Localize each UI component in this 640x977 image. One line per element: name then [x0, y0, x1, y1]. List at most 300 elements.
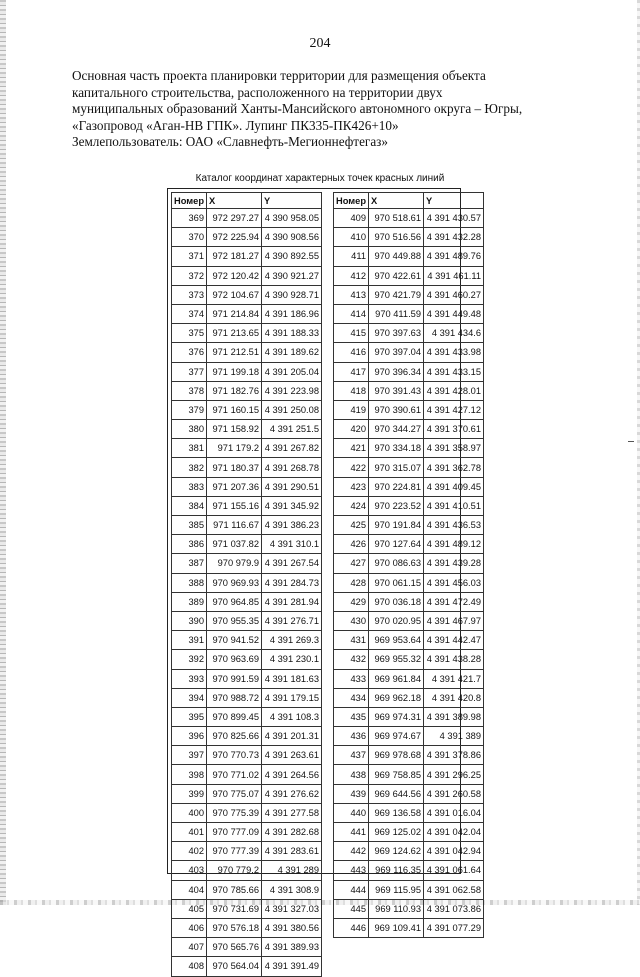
point-number: 444: [334, 880, 369, 899]
point-number: 432: [334, 650, 369, 669]
coord-y: 4 391 042.04: [424, 823, 484, 842]
coord-x: 970 777.39: [207, 842, 262, 861]
table-row: [172, 266, 322, 285]
coord-y: 4 391 281.94: [262, 592, 322, 611]
header-number: Номер: [334, 193, 369, 209]
point-number: 424: [334, 496, 369, 515]
table-row: [334, 285, 484, 304]
coord-y: 4 391 061.64: [424, 861, 484, 880]
table-row: [172, 496, 322, 515]
header-number: Номер: [172, 193, 207, 209]
header-y: Y: [262, 193, 322, 209]
coord-x: 972 297.27: [207, 209, 262, 228]
coord-y: 4 390 892.55: [262, 247, 322, 266]
point-number: 446: [334, 918, 369, 937]
coord-x: 972 104.67: [207, 285, 262, 304]
coord-y: 4 391 433.15: [424, 362, 484, 381]
table-row: [334, 496, 484, 515]
coord-y: 4 391 042.94: [424, 842, 484, 861]
coord-y: 4 391 277.58: [262, 803, 322, 822]
table-row: [172, 381, 322, 400]
table-row: [172, 400, 322, 419]
point-number: 397: [172, 746, 207, 765]
point-number: 389: [172, 592, 207, 611]
point-number: 445: [334, 899, 369, 918]
coord-x: 969 962.18: [369, 688, 424, 707]
point-number: 391: [172, 631, 207, 650]
coord-y: 4 391 410.51: [424, 496, 484, 515]
coord-x: 970 785.66: [207, 880, 262, 899]
coord-y: 4 391 489.12: [424, 535, 484, 554]
table-body-right: [334, 209, 484, 938]
coord-y: 4 391 362.78: [424, 458, 484, 477]
coord-x: 970 516.56: [369, 228, 424, 247]
table-row: [334, 631, 484, 650]
table-row: [172, 247, 322, 266]
table-row: [172, 842, 322, 861]
table-row: [172, 362, 322, 381]
coord-x: 970 777.09: [207, 823, 262, 842]
table-row: [334, 861, 484, 880]
coord-x: 970 518.61: [369, 209, 424, 228]
coord-y: 4 391 223.98: [262, 381, 322, 400]
table-row: [172, 727, 322, 746]
table-row: [172, 707, 322, 726]
table-row: [334, 304, 484, 323]
header-line: «Газопровод «Аган-НВ ГПК». Лупинг ПК335-ПК426+10»: [72, 117, 399, 133]
point-number: 418: [334, 381, 369, 400]
point-number: 420: [334, 420, 369, 439]
point-number: 421: [334, 439, 369, 458]
point-number: 374: [172, 304, 207, 323]
coord-x: 971 116.67: [207, 516, 262, 535]
coord-x: 970 191.84: [369, 516, 424, 535]
coord-y: 4 391 268.78: [262, 458, 322, 477]
point-number: 413: [334, 285, 369, 304]
coord-x: 970 964.85: [207, 592, 262, 611]
coord-x: 970 576.18: [207, 918, 262, 937]
coord-y: 4 391 016.04: [424, 803, 484, 822]
point-number: 409: [334, 209, 369, 228]
header-line: муниципальных образований Ханты-Мансийского автономного округа – Югры,: [72, 101, 523, 117]
table-row: [172, 899, 322, 918]
coord-x: 970 061.15: [369, 573, 424, 592]
point-number: 443: [334, 861, 369, 880]
coord-x: 970 223.52: [369, 496, 424, 515]
coord-y: 4 391 461.11: [424, 266, 484, 285]
table-row: [172, 669, 322, 688]
table-row: [172, 592, 322, 611]
coord-x: 970 411.59: [369, 304, 424, 323]
page-number: 204: [309, 36, 331, 51]
coord-x: 970 127.64: [369, 535, 424, 554]
coord-x: 970 397.63: [369, 324, 424, 343]
table-row: [172, 458, 322, 477]
header-line: Основная часть проекта планировки территории для размещения объекта: [72, 68, 486, 83]
coord-y: 4 391 283.61: [262, 842, 322, 861]
point-number: 386: [172, 535, 207, 554]
coord-y: 4 390 928.71: [262, 285, 322, 304]
coord-y: 4 391 269.3: [262, 631, 322, 650]
coord-x: 970 771.02: [207, 765, 262, 784]
coord-y: 4 391 276.71: [262, 611, 322, 630]
table-row: [334, 784, 484, 803]
table-row: [334, 381, 484, 400]
point-number: 394: [172, 688, 207, 707]
coord-y: 4 391 205.04: [262, 362, 322, 381]
coord-y: 4 391 181.63: [262, 669, 322, 688]
point-number: 403: [172, 861, 207, 880]
table-row: [334, 554, 484, 573]
table-row: [334, 477, 484, 496]
table-row: [172, 784, 322, 803]
table-row: [172, 343, 322, 362]
point-number: 396: [172, 727, 207, 746]
coord-y: 4 391 267.82: [262, 439, 322, 458]
coord-x: 971 212.51: [207, 343, 262, 362]
coord-x: 970 979.9: [207, 554, 262, 573]
coord-y: 4 391 438.28: [424, 650, 484, 669]
point-number: 426: [334, 535, 369, 554]
point-number: 393: [172, 669, 207, 688]
coord-x: 971 214.84: [207, 304, 262, 323]
coord-x: 969 136.58: [369, 803, 424, 822]
coord-x: 971 199.18: [207, 362, 262, 381]
coord-x: 969 124.62: [369, 842, 424, 861]
coord-y: 4 391 250.08: [262, 400, 322, 419]
table-row: [334, 209, 484, 228]
coord-y: 4 391 108.3: [262, 707, 322, 726]
header-x: X: [207, 193, 262, 209]
coord-x: 970 344.27: [369, 420, 424, 439]
coord-y: 4 391 389: [424, 727, 484, 746]
table-row: [172, 650, 322, 669]
point-number: 436: [334, 727, 369, 746]
point-number: 371: [172, 247, 207, 266]
table-row: [172, 938, 322, 957]
table-row: [172, 304, 322, 323]
table-row: [334, 669, 484, 688]
point-number: 412: [334, 266, 369, 285]
coord-x: 972 120.42: [207, 266, 262, 285]
table-row: [334, 765, 484, 784]
table-row: [334, 592, 484, 611]
point-number: 410: [334, 228, 369, 247]
coord-y: 4 391 251.5: [262, 420, 322, 439]
coord-y: 4 391 310.1: [262, 535, 322, 554]
point-number: 373: [172, 285, 207, 304]
table-row: [334, 400, 484, 419]
coord-x: 970 955.35: [207, 611, 262, 630]
coord-y: 4 391 460.27: [424, 285, 484, 304]
point-number: 431: [334, 631, 369, 650]
point-number: 416: [334, 343, 369, 362]
coord-y: 4 391 260.58: [424, 784, 484, 803]
coord-x: 971 160.15: [207, 400, 262, 419]
coord-y: 4 391 358.97: [424, 439, 484, 458]
point-number: 428: [334, 573, 369, 592]
table-row: [172, 631, 322, 650]
coord-x: 969 758.85: [369, 765, 424, 784]
coordinates-table-left: [171, 192, 322, 977]
point-number: 392: [172, 650, 207, 669]
margin-mark: [628, 441, 634, 442]
point-number: 401: [172, 823, 207, 842]
coord-x: 970 565.76: [207, 938, 262, 957]
table-row: [334, 899, 484, 918]
point-number: 429: [334, 592, 369, 611]
coord-y: 4 391 436.53: [424, 516, 484, 535]
coord-y: 4 391 433.98: [424, 343, 484, 362]
coord-x: 969 955.32: [369, 650, 424, 669]
coord-x: 970 825.66: [207, 727, 262, 746]
point-number: 402: [172, 842, 207, 861]
coord-y: 4 391 449.48: [424, 304, 484, 323]
coord-x: 970 421.79: [369, 285, 424, 304]
coord-y: 4 391 386.23: [262, 516, 322, 535]
table-row: [334, 918, 484, 937]
scan-edge-left: [0, 0, 6, 905]
coord-x: 971 037.82: [207, 535, 262, 554]
coord-x: 970 315.07: [369, 458, 424, 477]
coord-y: 4 391 327.03: [262, 899, 322, 918]
coord-y: 4 391 421.7: [424, 669, 484, 688]
coord-x: 970 775.07: [207, 784, 262, 803]
coord-y: 4 391 073.86: [424, 899, 484, 918]
point-number: 372: [172, 266, 207, 285]
point-number: 380: [172, 420, 207, 439]
point-number: 411: [334, 247, 369, 266]
coord-y: 4 391 267.54: [262, 554, 322, 573]
coord-y: 4 391 284.73: [262, 573, 322, 592]
point-number: 383: [172, 477, 207, 496]
table-row: [172, 228, 322, 247]
coord-x: 970 224.81: [369, 477, 424, 496]
table-row: [334, 516, 484, 535]
point-number: 399: [172, 784, 207, 803]
table-row: [334, 746, 484, 765]
table-row: [172, 823, 322, 842]
coord-x: 971 182.76: [207, 381, 262, 400]
point-number: 385: [172, 516, 207, 535]
coord-y: 4 391 389.98: [424, 707, 484, 726]
table-row: [172, 285, 322, 304]
table-row: [334, 842, 484, 861]
header-y: Y: [424, 193, 484, 209]
coord-x: 970 036.18: [369, 592, 424, 611]
coord-x: 970 397.04: [369, 343, 424, 362]
coord-x: 971 155.16: [207, 496, 262, 515]
table-row: [172, 516, 322, 535]
point-number: 405: [172, 899, 207, 918]
coord-x: 970 988.72: [207, 688, 262, 707]
table-row: [334, 228, 484, 247]
coord-y: 4 391 201.31: [262, 727, 322, 746]
coord-y: 4 391 391.49: [262, 957, 322, 976]
point-number: 388: [172, 573, 207, 592]
coord-y: 4 391 439.28: [424, 554, 484, 573]
catalog-title: Каталог координат характерных точек красных линий: [195, 173, 445, 184]
coord-y: 4 391 427.12: [424, 400, 484, 419]
coord-x: 969 125.02: [369, 823, 424, 842]
table-row: [334, 266, 484, 285]
coord-x: 971 180.37: [207, 458, 262, 477]
point-number: 415: [334, 324, 369, 343]
point-number: 414: [334, 304, 369, 323]
coord-y: 4 391 442.47: [424, 631, 484, 650]
coord-y: 4 391 430.57: [424, 209, 484, 228]
table-row: [172, 535, 322, 554]
point-number: 437: [334, 746, 369, 765]
table-row: [334, 324, 484, 343]
point-number: 441: [334, 823, 369, 842]
table-row: [172, 573, 322, 592]
coord-y: 4 391 409.45: [424, 477, 484, 496]
table-row: [334, 803, 484, 822]
point-number: 434: [334, 688, 369, 707]
point-number: 440: [334, 803, 369, 822]
coord-x: 970 963.69: [207, 650, 262, 669]
coord-y: 4 391 264.56: [262, 765, 322, 784]
point-number: 442: [334, 842, 369, 861]
coord-y: 4 391 179.15: [262, 688, 322, 707]
table-row: [334, 880, 484, 899]
table-row: [334, 727, 484, 746]
coord-y: 4 391 186.96: [262, 304, 322, 323]
coord-x: 971 158.92: [207, 420, 262, 439]
table-row: [334, 439, 484, 458]
table-row: [334, 707, 484, 726]
point-number: 370: [172, 228, 207, 247]
point-number: 408: [172, 957, 207, 976]
coord-y: 4 390 958.05: [262, 209, 322, 228]
coord-y: 4 391 230.1: [262, 650, 322, 669]
coord-x: 970 770.73: [207, 746, 262, 765]
coord-x: 971 179.2: [207, 439, 262, 458]
point-number: 433: [334, 669, 369, 688]
table-row: [334, 611, 484, 630]
point-number: 375: [172, 324, 207, 343]
coord-x: 971 213.65: [207, 324, 262, 343]
table-row: [334, 458, 484, 477]
coord-y: 4 390 908.56: [262, 228, 322, 247]
coord-y: 4 391 389.93: [262, 938, 322, 957]
coord-x: 969 974.31: [369, 707, 424, 726]
coord-y: 4 391 296.25: [424, 765, 484, 784]
coord-y: 4 391 290.51: [262, 477, 322, 496]
coord-y: 4 391 276.62: [262, 784, 322, 803]
coord-x: 970 422.61: [369, 266, 424, 285]
coord-x: 969 115.95: [369, 880, 424, 899]
point-number: 438: [334, 765, 369, 784]
table-row: [334, 688, 484, 707]
coord-x: 969 953.64: [369, 631, 424, 650]
coord-y: 4 391 188.33: [262, 324, 322, 343]
coord-y: 4 391 380.56: [262, 918, 322, 937]
point-number: 439: [334, 784, 369, 803]
point-number: 378: [172, 381, 207, 400]
point-number: 417: [334, 362, 369, 381]
table-row: [172, 611, 322, 630]
coord-x: 969 961.84: [369, 669, 424, 688]
point-number: 384: [172, 496, 207, 515]
coord-y: 4 391 428.01: [424, 381, 484, 400]
coord-x: 970 941.52: [207, 631, 262, 650]
coord-x: 970 449.88: [369, 247, 424, 266]
coord-x: 972 225.94: [207, 228, 262, 247]
header-x: X: [369, 193, 424, 209]
coord-y: 4 391 432.28: [424, 228, 484, 247]
point-number: 419: [334, 400, 369, 419]
point-number: 407: [172, 938, 207, 957]
point-number: 379: [172, 400, 207, 419]
point-number: 369: [172, 209, 207, 228]
point-number: 400: [172, 803, 207, 822]
point-number: 395: [172, 707, 207, 726]
table-row: [334, 823, 484, 842]
point-number: 404: [172, 880, 207, 899]
coord-y: 4 391 062.58: [424, 880, 484, 899]
coord-y: 4 391 282.68: [262, 823, 322, 842]
table-row: [334, 650, 484, 669]
coord-y: 4 391 345.92: [262, 496, 322, 515]
table-row: [172, 688, 322, 707]
coord-x: 969 110.93: [369, 899, 424, 918]
coord-y: 4 391 289: [262, 861, 322, 880]
coord-x: 969 644.56: [369, 784, 424, 803]
coord-y: 4 391 456.03: [424, 573, 484, 592]
coord-x: 970 991.59: [207, 669, 262, 688]
table-row: [172, 209, 322, 228]
coord-y: 4 391 489.76: [424, 247, 484, 266]
point-number: 382: [172, 458, 207, 477]
coord-y: 4 391 370.61: [424, 420, 484, 439]
coord-x: 970 775.39: [207, 803, 262, 822]
point-number: 381: [172, 439, 207, 458]
coord-x: 969 978.68: [369, 746, 424, 765]
point-number: 390: [172, 611, 207, 630]
point-number: 423: [334, 477, 369, 496]
table-row: [172, 918, 322, 937]
point-number: 398: [172, 765, 207, 784]
table-row: [172, 957, 322, 976]
point-number: 425: [334, 516, 369, 535]
table-row: [172, 439, 322, 458]
table-header-row: [334, 193, 484, 209]
document-header: [72, 68, 572, 151]
coord-y: 4 391 378.86: [424, 746, 484, 765]
table-header-row: [172, 193, 322, 209]
table-body-left: [172, 209, 322, 977]
table-row: [334, 343, 484, 362]
coord-y: 4 390 921.27: [262, 266, 322, 285]
coord-x: 970 779.2: [207, 861, 262, 880]
point-number: 430: [334, 611, 369, 630]
header-line: капитального строительства, расположенного на территории двух: [72, 84, 443, 100]
coord-x: 972 181.27: [207, 247, 262, 266]
coord-x: 970 334.18: [369, 439, 424, 458]
table-row: [172, 880, 322, 899]
table-row: [172, 554, 322, 573]
point-number: 376: [172, 343, 207, 362]
coord-y: 4 391 077.29: [424, 918, 484, 937]
coord-x: 970 086.63: [369, 554, 424, 573]
point-number: 435: [334, 707, 369, 726]
table-row: [334, 362, 484, 381]
coord-y: 4 391 308.9: [262, 880, 322, 899]
coord-x: 969 116.35: [369, 861, 424, 880]
table-row: [334, 247, 484, 266]
